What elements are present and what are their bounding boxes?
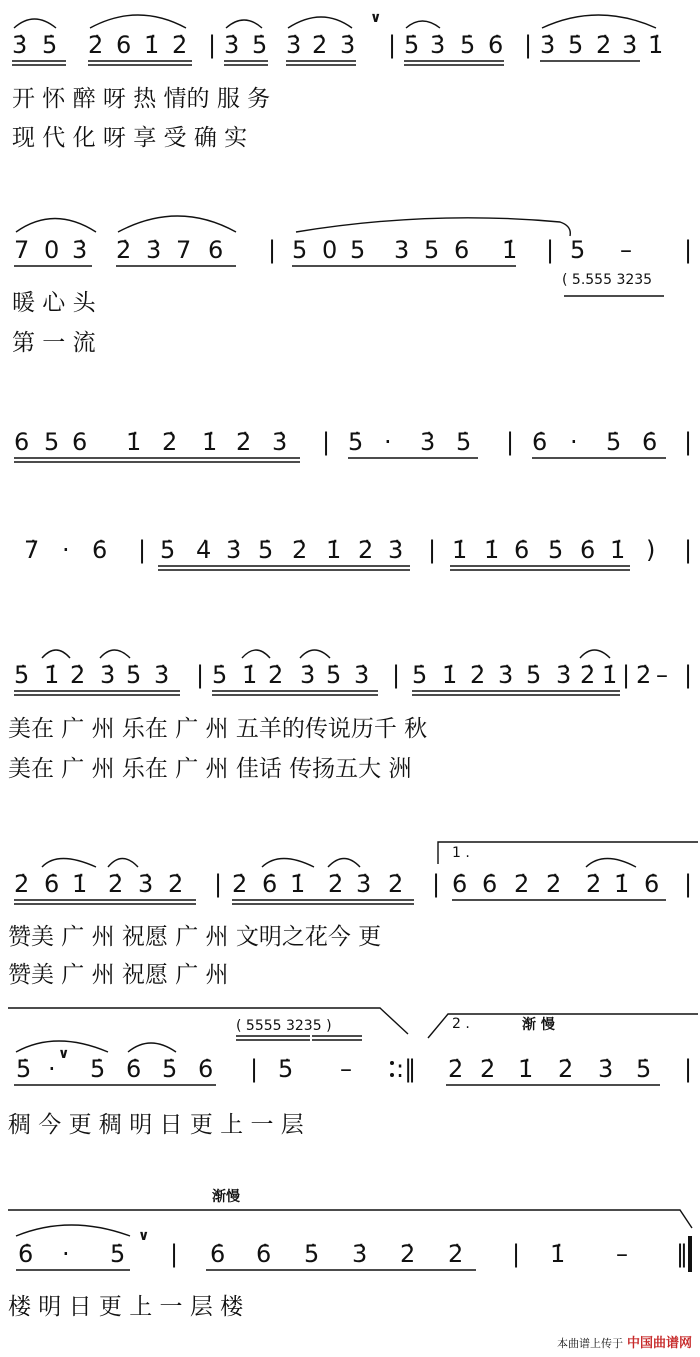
note: 6̇: [642, 428, 658, 456]
site-credit: [557, 1332, 692, 1351]
credit-caption: 本曲谱上传于: [556, 1337, 623, 1350]
note: 3̇: [354, 661, 370, 689]
note: 3̇: [286, 31, 302, 59]
barline: |: [392, 661, 401, 689]
note: 2̇: [236, 428, 252, 456]
note: 5: [424, 236, 440, 264]
note: 5̇: [568, 31, 584, 59]
note: 6̇: [92, 536, 108, 564]
note: 2̇: [108, 870, 124, 898]
barline: |: [684, 870, 693, 898]
volta-1-label: 1 .: [452, 845, 470, 861]
dot: ·: [48, 1055, 56, 1083]
final-barline: ‖: [676, 1240, 688, 1268]
barline: |: [208, 31, 217, 59]
note: 1̇: [290, 870, 306, 898]
note: 2̇: [546, 870, 562, 898]
barline: |: [214, 870, 223, 898]
note: 3̇: [154, 661, 170, 689]
note: 3̇: [598, 1055, 614, 1083]
note: 5: [44, 428, 60, 456]
note: 6̇: [210, 1240, 226, 1268]
lyric-line-2: 第 一 流: [12, 330, 96, 356]
dash: –: [656, 661, 668, 689]
barline: |: [506, 428, 515, 456]
note: 1̇: [602, 661, 618, 689]
note: 5: [570, 236, 586, 264]
note: 5̇: [90, 1055, 106, 1083]
note: 6: [116, 31, 132, 59]
note: 6̇: [532, 428, 548, 456]
lyric-line-2: 美在 广 州 乐在 广 州 佳话 传扬五大 洲: [8, 756, 412, 782]
note: 3̇: [420, 428, 436, 456]
lyric-line-2: 赞美 广 州 祝愿 广 州: [8, 962, 229, 988]
note: 6̇: [198, 1055, 214, 1083]
note: 1̇: [502, 236, 518, 264]
note: 5̇: [160, 536, 176, 564]
note: 6̇: [488, 31, 504, 59]
note: 5̇: [258, 536, 274, 564]
note: 5̇: [526, 661, 542, 689]
note: 1̇: [550, 1240, 566, 1268]
note: 0: [322, 236, 338, 264]
note: 2̇: [636, 661, 652, 689]
note: 5̇: [460, 31, 476, 59]
barline: |: [684, 661, 693, 689]
note: 3̇: [272, 428, 288, 456]
note: 1̇: [452, 536, 468, 564]
breath-mark: ∨: [370, 10, 382, 26]
note: 2̇: [448, 1055, 464, 1083]
note: 1̇: [484, 536, 500, 564]
dash: –: [616, 1240, 628, 1268]
note: 2̇: [268, 661, 284, 689]
note: 6: [454, 236, 470, 264]
barline: |: [684, 1055, 693, 1083]
note: 2̇: [400, 1240, 416, 1268]
note: 3̇: [146, 236, 162, 264]
barline: |: [322, 428, 331, 456]
note: 5̇: [126, 661, 142, 689]
note: 2̇: [168, 870, 184, 898]
note: 5̇: [212, 661, 228, 689]
breath-mark: ∨: [138, 1228, 150, 1244]
barline: |: [138, 536, 147, 564]
note: 2̇: [580, 661, 596, 689]
dot: ·: [62, 536, 70, 564]
barline: |: [170, 1240, 179, 1268]
note: 3̇: [622, 31, 638, 59]
note: 5̇: [278, 1055, 294, 1083]
barline: |: [432, 870, 441, 898]
breath-mark: ∨: [58, 1046, 70, 1062]
note: 1̇: [144, 31, 160, 59]
barline: |: [622, 661, 631, 689]
note: 5̇: [404, 31, 420, 59]
barline: |: [512, 1240, 521, 1268]
note: 6̇: [18, 1240, 34, 1268]
note: 5̇: [16, 1055, 32, 1083]
note: 3̇: [356, 870, 372, 898]
barline: |: [684, 536, 693, 564]
interlude-parenthetical: ( 5555 3235 ): [236, 1018, 332, 1034]
note: 1̇: [518, 1055, 534, 1083]
note: 5̇: [162, 1055, 178, 1083]
barline: |: [524, 31, 533, 59]
note: 6̇: [514, 536, 530, 564]
note: 3̇: [498, 661, 514, 689]
dot: ·: [384, 428, 392, 456]
lyric-line-1: 稠 今 更 稠 明 日 更 上 一 层: [8, 1112, 304, 1138]
note: 5: [350, 236, 366, 264]
note: 5̇: [326, 661, 342, 689]
note: 2̇: [312, 31, 328, 59]
note: 3̇: [100, 661, 116, 689]
note: 7: [176, 236, 192, 264]
note: 5: [292, 236, 308, 264]
note: 3̇: [340, 31, 356, 59]
note: 6̇: [644, 870, 660, 898]
note: 6: [14, 428, 30, 456]
dot: ·: [62, 1240, 70, 1268]
barline: |: [196, 661, 205, 689]
lyric-line-1: 楼 明 日 更 上 一 层 楼: [8, 1294, 244, 1320]
note: 2̇: [470, 661, 486, 689]
barline: |: [268, 236, 277, 264]
note: 7: [14, 236, 30, 264]
note: 2̇: [514, 870, 530, 898]
tempo-marking: 渐慢: [212, 1189, 240, 1205]
note: 2̇: [586, 870, 602, 898]
note: 2̇: [116, 236, 132, 264]
dash: –: [340, 1055, 352, 1083]
note: 2̇: [388, 870, 404, 898]
note: 6̇: [126, 1055, 142, 1083]
note: 6: [208, 236, 224, 264]
note: 2̇: [162, 428, 178, 456]
note: 1̇: [442, 661, 458, 689]
note: 3̇: [388, 536, 404, 564]
note: 2̇: [448, 1240, 464, 1268]
note: 5̇: [304, 1240, 320, 1268]
note: 4̇: [196, 536, 212, 564]
note: 2̇: [358, 536, 374, 564]
note: 3̇: [138, 870, 154, 898]
dot: ·: [570, 428, 578, 456]
note: 2̇: [480, 1055, 496, 1083]
lyric-line-1: 开 怀 醉 呀 热 情的 服 务: [12, 86, 271, 112]
note: 1̇: [648, 31, 664, 59]
note: 2̇: [70, 661, 86, 689]
note: 3̇: [540, 31, 556, 59]
note: 3̇: [352, 1240, 368, 1268]
barline: |: [546, 236, 555, 264]
note: 2̇: [232, 870, 248, 898]
site-logo[interactable]: 中国曲谱网: [626, 1336, 692, 1351]
lyric-line-1: 美在 广 州 乐在 广 州 五羊的传说历千 秋: [8, 716, 428, 742]
note: 2̇: [292, 536, 308, 564]
note: 1̇: [72, 870, 88, 898]
lyric-line-2: 现 代 化 呀 享 受 确 实: [12, 125, 248, 151]
note: 5̇: [636, 1055, 652, 1083]
note: 2̇: [14, 870, 30, 898]
note: 5̇: [412, 661, 428, 689]
note: 3̇: [430, 31, 446, 59]
note: 6̇: [256, 1240, 272, 1268]
note: 5̇: [548, 536, 564, 564]
barline: |: [684, 236, 693, 264]
note: 3̇: [556, 661, 572, 689]
note: 6̇: [262, 870, 278, 898]
note: 5̇: [42, 31, 58, 59]
note: 3̇: [226, 536, 242, 564]
note: 3̇: [72, 236, 88, 264]
barline: |: [428, 536, 437, 564]
note: 6̇: [580, 536, 596, 564]
note: 1̇: [326, 536, 342, 564]
note: 0: [44, 236, 60, 264]
note: 2̇: [558, 1055, 574, 1083]
barline: |: [684, 428, 693, 456]
note: 1̇: [44, 661, 60, 689]
note: 2̇: [596, 31, 612, 59]
note: 6̇: [452, 870, 468, 898]
note: 1̇: [202, 428, 218, 456]
note: 5̇: [348, 428, 364, 456]
note: 5̇: [252, 31, 268, 59]
note: 2̇: [328, 870, 344, 898]
dash: –: [620, 236, 632, 264]
note: 2̇: [88, 31, 104, 59]
note: 2̇: [172, 31, 188, 59]
note: 1̇: [242, 661, 258, 689]
note: 5̇: [110, 1240, 126, 1268]
note: 1̇: [610, 536, 626, 564]
note: 5̇: [14, 661, 30, 689]
note: 3: [394, 236, 410, 264]
note: 1̇: [614, 870, 630, 898]
volta-2-label: 2 .: [452, 1016, 470, 1032]
close-paren: ): [646, 536, 656, 564]
repeat-end: :‖: [396, 1055, 417, 1083]
tempo-marking: 渐 慢: [522, 1017, 555, 1033]
note: 5̇: [606, 428, 622, 456]
note: 3̇: [300, 661, 316, 689]
lyric-line-1: 暖 心 头: [12, 290, 96, 316]
note: 7̇: [24, 536, 40, 564]
note: 6: [72, 428, 88, 456]
note: 5̇: [456, 428, 472, 456]
note: 6̇: [482, 870, 498, 898]
lyric-line-1: 赞美 广 州 祝愿 广 州 文明之花今 更: [8, 924, 382, 950]
barline: |: [250, 1055, 259, 1083]
note: 6̇: [44, 870, 60, 898]
interlude-parenthetical: ( 5.555 3235: [562, 272, 653, 288]
note: 1̇: [126, 428, 142, 456]
barline: |: [388, 31, 397, 59]
note: 3̇: [12, 31, 28, 59]
note: 3̇: [224, 31, 240, 59]
